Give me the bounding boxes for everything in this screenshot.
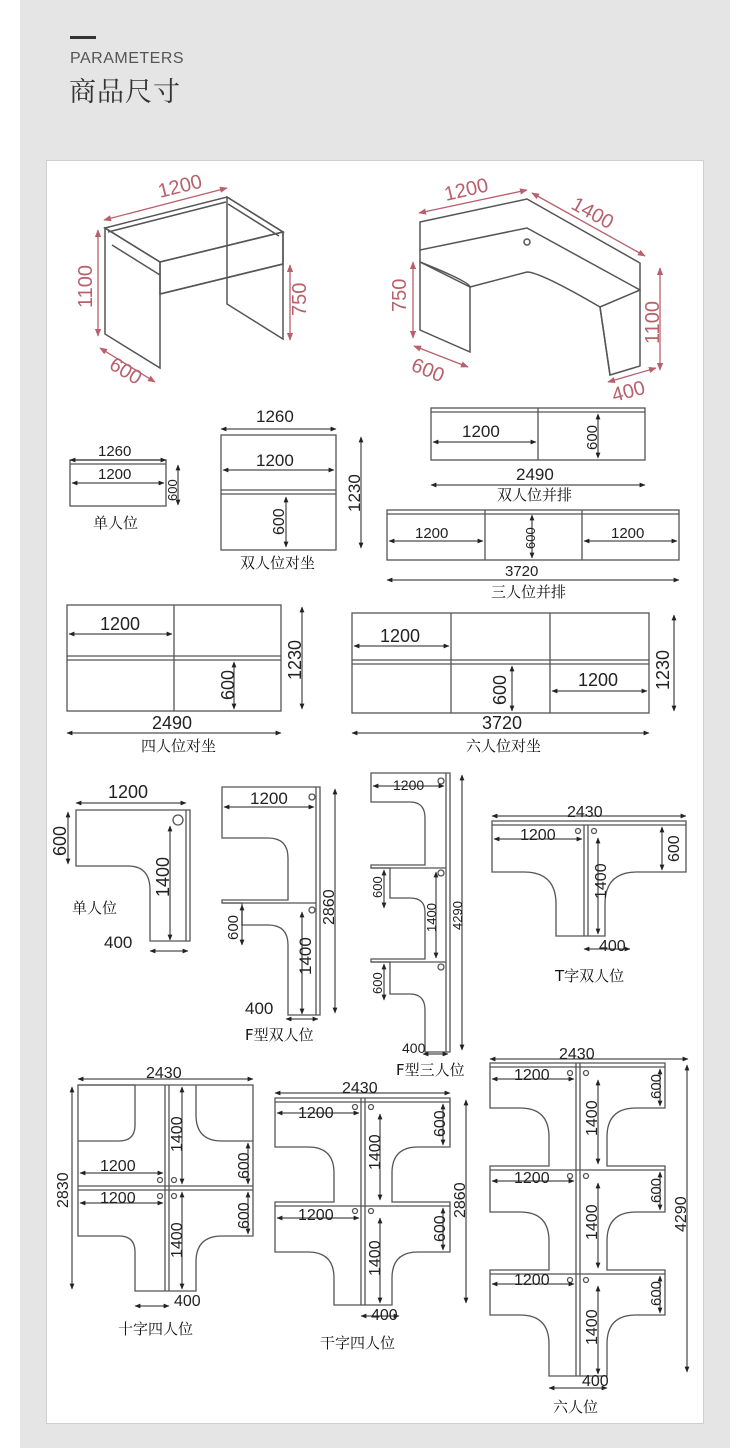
plan-f3-width: 1200: [393, 777, 425, 793]
plan-single-outer-width: 1260: [98, 443, 132, 460]
plan-gan-four: [275, 1098, 450, 1305]
plan-t-width: 1200: [520, 827, 556, 844]
plan-single-inner-width: 1200: [98, 466, 132, 483]
desk-3d-corner-width-1: 1200: [442, 174, 491, 206]
plan-gan-total: 2430: [342, 1080, 378, 1097]
plan-t-length: 1400: [593, 863, 610, 899]
plan-s6-width-1: 1200: [514, 1067, 550, 1084]
plan-gan-width-2: 1200: [298, 1207, 334, 1224]
plan-l-caption: 单人位: [72, 899, 118, 917]
plan-triple-caption: 三人位并排: [491, 583, 567, 601]
plan-triple-right-width: 1200: [611, 525, 645, 542]
plan-f2-length: 1400: [296, 937, 315, 975]
desk-3d-single-height: 1100: [75, 264, 97, 308]
plan-f2-foot: 400: [245, 999, 274, 1018]
plan-gan-caption: 干字四人位: [320, 1334, 396, 1352]
plan-cross-depth-2: 600: [236, 1202, 253, 1229]
plan-six-left-width: 1200: [380, 626, 421, 646]
plan-f3-depth-1: 600: [370, 876, 385, 898]
plan-s6-depth-1: 600: [648, 1073, 665, 1099]
plan-t-caption: T字双人位: [555, 967, 625, 985]
plan-cross-length-2: 1400: [169, 1222, 186, 1258]
plan-s6-length-1: 1400: [584, 1100, 601, 1136]
plan-s6-length-3: 1400: [584, 1309, 601, 1345]
plan-gan-depth-1: 600: [432, 1110, 449, 1137]
plan-cross-width-2: 1200: [100, 1190, 136, 1207]
plan-f3-foot: 400: [402, 1040, 426, 1056]
plan-s6-length-2: 1400: [584, 1204, 601, 1240]
plan-six-right-width: 1200: [578, 670, 619, 690]
plan-double-side-width: 1200: [462, 422, 500, 441]
plan-triple-depth: 600: [523, 527, 538, 549]
desk-3d-single-leg-height: 750: [289, 282, 311, 316]
plan-double-side-caption: 双人位并排: [497, 486, 573, 504]
plan-s6-depth-3: 600: [648, 1280, 665, 1306]
desk-3d-corner-height-2: 1100: [642, 300, 664, 344]
plan-cross-depth-1: 600: [236, 1152, 253, 1179]
plan-six-depth: 600: [490, 674, 510, 705]
plan-six-caption: 六人位对坐: [466, 737, 542, 755]
plan-gan-length-1: 1400: [367, 1134, 384, 1170]
plan-gan-height: 2860: [452, 1182, 469, 1218]
plan-t-total: 2430: [567, 804, 603, 821]
plan-gan-depth-2: 600: [432, 1215, 449, 1242]
plan-s6-foot: 400: [582, 1373, 609, 1390]
desk-3d-corner-height-1: 750: [389, 278, 411, 312]
plan-f3-caption: F型三人位: [396, 1061, 465, 1079]
plan-cross-height: 2830: [55, 1172, 72, 1208]
plan-six-height: 1230: [653, 649, 673, 690]
plan-gan-length-2: 1400: [367, 1240, 384, 1276]
plan-double-side-depth: 600: [584, 424, 601, 450]
plan-six-stack: [490, 1063, 665, 1376]
plan-double-outer-width: 1260: [256, 407, 294, 426]
desk-3d-corner-width-2: 1400: [567, 193, 618, 234]
header-chinese-title: 商品尺寸: [69, 77, 181, 108]
plan-l-foot: 400: [104, 933, 133, 952]
plan-s6-height: 4290: [673, 1196, 690, 1232]
plan-triple-total: 3720: [505, 563, 539, 580]
desk-3d-single: [105, 197, 283, 368]
plan-f-double: [222, 787, 320, 1015]
plan-cross-width-1: 1200: [100, 1158, 136, 1175]
plan-four-depth: 600: [218, 669, 238, 700]
plan-f2-total: 2860: [321, 889, 338, 925]
plan-s6-width-3: 1200: [514, 1272, 550, 1289]
plan-four-total: 2490: [152, 713, 193, 733]
plan-f2-width: 1200: [250, 789, 288, 808]
plan-t-depth: 600: [666, 835, 683, 862]
plan-f2-caption: F型双人位: [245, 1026, 314, 1044]
plan-l-depth: 600: [50, 825, 70, 856]
desk-3d-single-depth: 600: [105, 353, 146, 390]
plan-gan-width-1: 1200: [298, 1105, 334, 1122]
desk-3d-corner-depth-2: 400: [609, 376, 648, 407]
plan-double-inner-width: 1200: [256, 451, 294, 470]
plan-cross-four: [78, 1085, 253, 1291]
plan-six-total: 3720: [482, 713, 523, 733]
header-english-title: PARAMETERS: [70, 50, 185, 67]
plan-four-caption: 四人位对坐: [141, 737, 217, 755]
plan-cross-length-1: 1400: [169, 1116, 186, 1152]
plan-l-length: 1400: [153, 856, 173, 897]
plan-s6-total: 2430: [559, 1046, 595, 1063]
plan-l-width: 1200: [108, 782, 149, 802]
plan-f2-depth: 600: [225, 914, 242, 940]
desk-3d-corner-dims: [413, 190, 660, 382]
desk-3d-corner-depth-1: 600: [408, 354, 448, 388]
plan-s6-depth-2: 600: [648, 1177, 665, 1203]
plan-double-height: 1230: [345, 474, 364, 512]
plan-double-depth: 600: [271, 508, 288, 535]
plan-double-side-total: 2490: [516, 465, 554, 484]
plan-f3-total: 4290: [450, 901, 465, 930]
plan-cross-foot: 400: [174, 1293, 201, 1310]
plan-gan-foot: 400: [371, 1307, 398, 1324]
plan-t-foot: 400: [599, 938, 626, 955]
plan-triple-left-width: 1200: [415, 525, 449, 542]
plan-cross-total: 2430: [146, 1065, 182, 1082]
plan-f3-length: 1400: [424, 903, 439, 932]
plan-single-caption: 单人位: [93, 514, 139, 532]
desk-3d-single-width: 1200: [155, 170, 205, 203]
plan-single-depth: 600: [165, 479, 180, 501]
plan-cross-caption: 十字四人位: [118, 1320, 194, 1338]
plan-s6-caption: 六人位: [553, 1398, 599, 1416]
plan-four-width: 1200: [100, 614, 141, 634]
plan-four-height: 1230: [285, 639, 305, 680]
plan-f3-depth-2: 600: [370, 972, 385, 994]
plan-s6-width-2: 1200: [514, 1170, 550, 1187]
plan-double-caption: 双人位对坐: [240, 554, 316, 572]
